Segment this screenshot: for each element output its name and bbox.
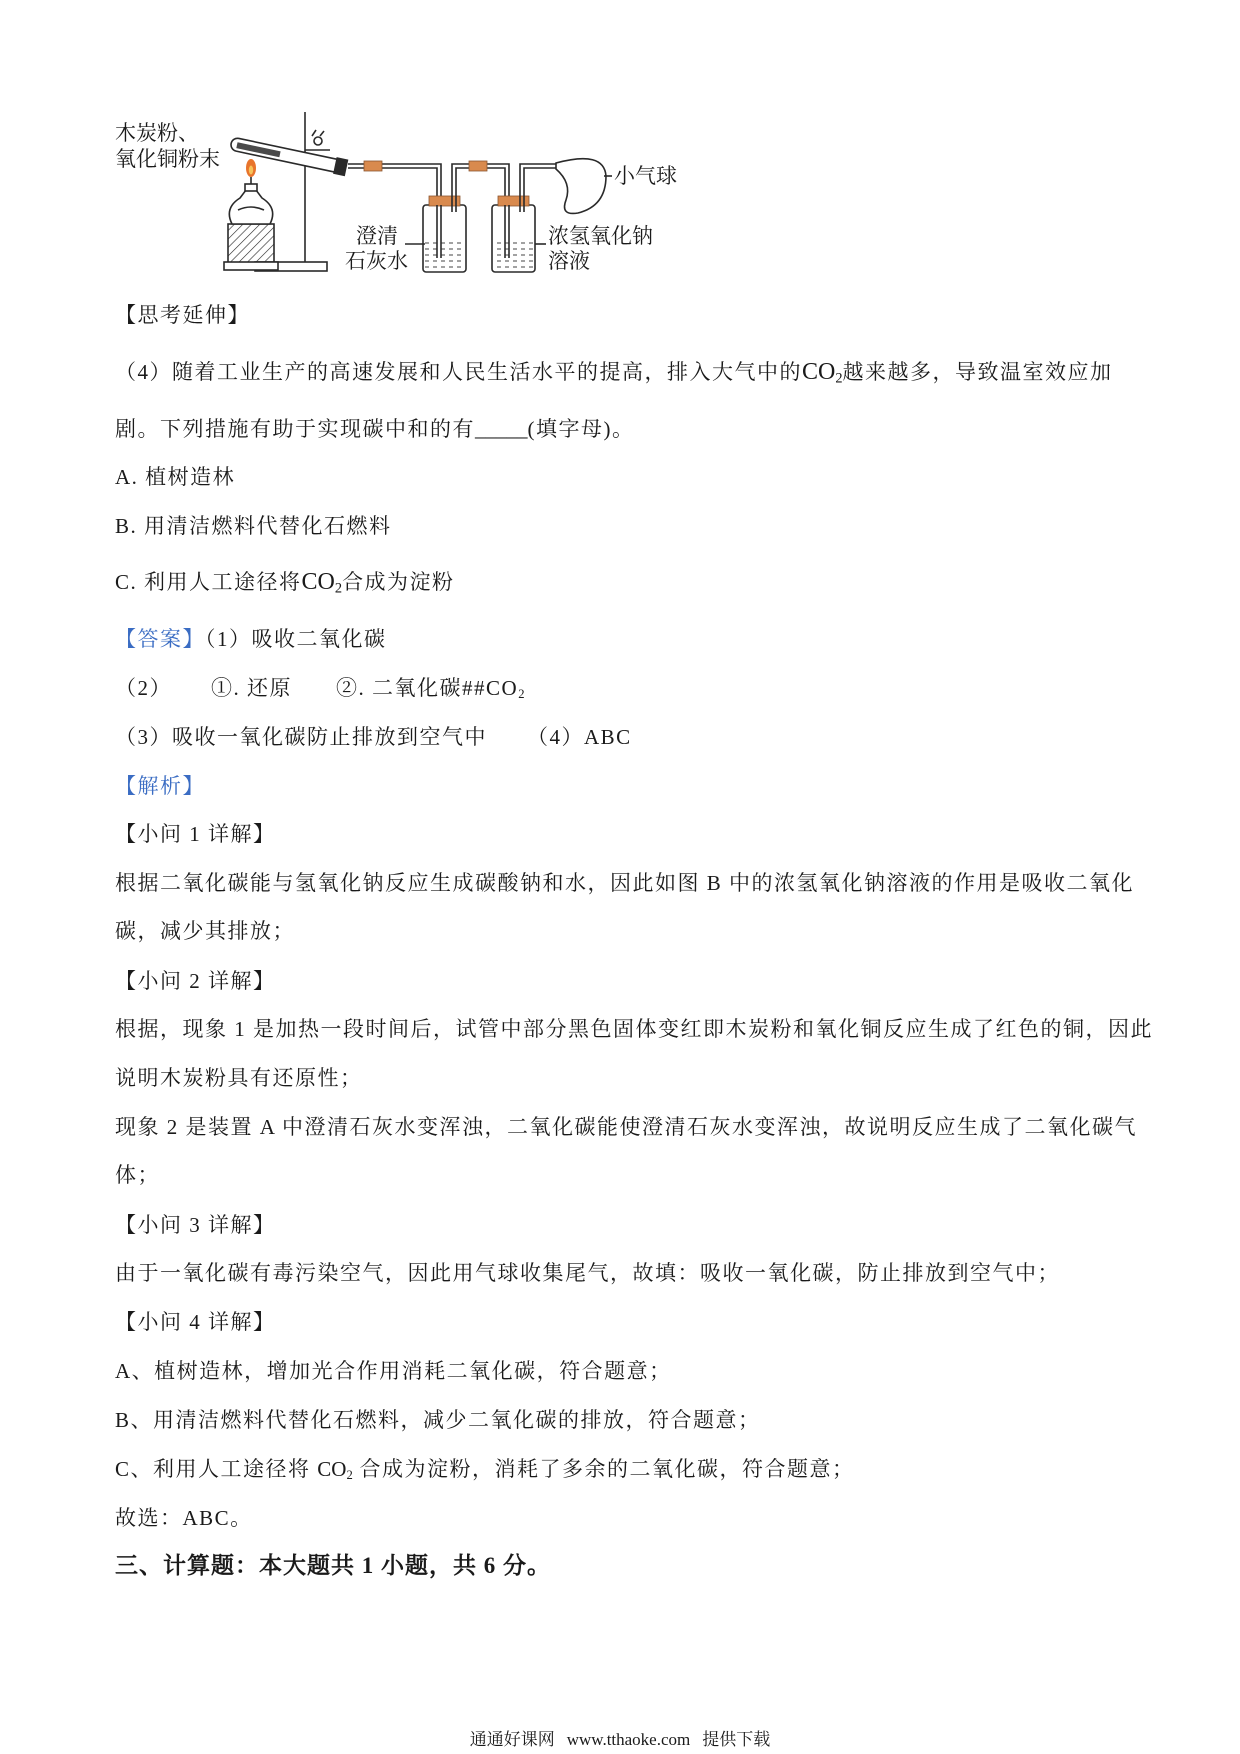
- subq-3-heading: 【小问 3 详解】: [115, 1213, 276, 1237]
- option-c-formula-main: CO: [301, 569, 335, 595]
- answer-part-2-a: ①. 还原: [211, 676, 292, 700]
- section-title-extension: 【思考延伸】: [115, 303, 250, 327]
- footer-suffix: 提供下载: [702, 1730, 771, 1749]
- q4-stem-text-3: 剧。下列措施有助于实现碳中和的有: [115, 417, 475, 441]
- label-naoh-bottom: 溶液: [548, 249, 590, 273]
- subq-3-line-1: 由于一氧化碳有毒污染空气，因此用气球收集尾气，故填：吸收一氧化碳，防止排放到空气中；: [115, 1261, 1060, 1285]
- rubber-connector-2: [469, 161, 487, 171]
- label-balloon: 小气球: [614, 164, 677, 188]
- q4-stem-text-1: （4）随着工业生产的高速发展和人民生活水平的提高，排入大气中的: [115, 360, 802, 384]
- option-c-formula: [302, 569, 343, 595]
- option-c-text-1: C. 利用人工途径将: [115, 570, 302, 594]
- balloon: [556, 159, 606, 214]
- subq-1-line-1: 根据二氧化碳能与氢氧化钠反应生成碳酸钠和水，因此如图 B 中的浓氢氧化钠溶液的作用是吸收二氧化: [115, 871, 1135, 895]
- answer-label: 【答案】: [115, 627, 205, 651]
- answer-part-2-b-text: ②. 二氧化碳##CO: [336, 676, 519, 700]
- co2-formula: [802, 359, 843, 385]
- lamp-block: [228, 224, 274, 264]
- q4-stem-text-4: (填字母)。: [527, 417, 635, 441]
- subq-2-line-4: 体；: [115, 1163, 160, 1187]
- answer-part-4: （4）ABC: [527, 725, 632, 749]
- subq-2-line-2: 说明木炭粉具有还原性；: [115, 1066, 363, 1090]
- option-c: [115, 569, 455, 595]
- analysis-label: 【解析】: [115, 774, 205, 798]
- answer-line-3: [115, 724, 632, 750]
- rubber-connector-1: [364, 161, 382, 171]
- q4-stem-line-1: [115, 359, 1113, 385]
- label-copper-oxide: 氧化铜粉末: [115, 147, 220, 171]
- option-a: A. 植树造林: [115, 465, 236, 489]
- co2-formula-sub: 2: [835, 370, 843, 387]
- answer-part-2-number: （2）: [115, 676, 172, 700]
- option-c-formula-sub: 2: [334, 580, 343, 597]
- footer-url: www.tthaoke.com: [566, 1730, 691, 1749]
- answer-blank: _____: [475, 417, 528, 441]
- section-heading-calculation: 三、计算题：本大题共 1 小题，共 6 分。: [115, 1553, 551, 1578]
- subq-4-co2-sub: 2: [346, 1468, 353, 1483]
- subq-4-line-c-text-1: C、利用人工途径将: [115, 1457, 318, 1481]
- answer-part-2-b: [336, 675, 524, 701]
- lamp-neck: [245, 184, 257, 191]
- subq-2-line-1: 根据，现象 1 是加热一段时间后，试管中部分黑色固体变红即木炭粉和氧化铜反应生成了红色的铜，因此: [115, 1017, 1153, 1041]
- subq-4-conclusion: 故选：ABC。: [115, 1506, 253, 1530]
- label-naoh-top: 浓氢氧化钠: [548, 224, 653, 248]
- stand-clamp: [305, 130, 330, 150]
- limewater-liquid: [425, 238, 464, 270]
- subq-4-co2-formula: [317, 1457, 352, 1481]
- lamp-flame-core: [249, 166, 253, 175]
- option-c-text-2: 合成为淀粉: [342, 570, 455, 594]
- option-b: B. 用清洁燃料代替化石燃料: [115, 514, 392, 538]
- q4-stem-line-2: [115, 416, 635, 442]
- q4-stem-text-2: 越来越多，导致温室效应加: [842, 360, 1113, 384]
- subq-4-line-c-text-2: 合成为淀粉，消耗了多余的二氧化碳，符合题意；: [352, 1457, 855, 1481]
- subq-4-line-b: B、用清洁燃料代替化石燃料，减少二氧化碳的排放，符合题意；: [115, 1408, 761, 1432]
- answer-line-1: [115, 626, 387, 652]
- footer-site-name: 通通好课网: [469, 1730, 555, 1749]
- subq-4-line-a: A、植树造林，增加光合作用消耗二氧化碳，符合题意；: [115, 1359, 672, 1383]
- subq-4-heading: 【小问 4 详解】: [115, 1310, 276, 1334]
- page-footer: [0, 1730, 1240, 1750]
- answer-part-1: （1）吸收二氧化碳: [205, 627, 387, 651]
- subq-2-line-3: 现象 2 是装置 A 中澄清石灰水变浑浊，二氧化碳能使澄清石灰水变浑浊，故说明反应生成了二氧化碳气: [115, 1115, 1138, 1139]
- label-limewater-bottom: 石灰水: [345, 249, 408, 273]
- co2-formula-main: CO: [802, 359, 836, 385]
- answer-part-3: （3）吸收一氧化碳防止排放到空气中: [115, 725, 487, 749]
- answer-part-2-b-sub: 2: [518, 687, 525, 702]
- subq-2-heading: 【小问 2 详解】: [115, 969, 276, 993]
- subq-4-co2-main: CO: [317, 1457, 347, 1481]
- label-charcoal: 木炭粉、: [115, 121, 199, 145]
- naoh-liquid: [494, 238, 533, 270]
- subq-1-heading: 【小问 1 详解】: [115, 822, 276, 846]
- subq-1-line-2: 碳，减少其排放；: [115, 919, 295, 943]
- subq-4-line-c: [115, 1456, 855, 1482]
- label-limewater-top: 澄清: [356, 224, 398, 248]
- apparatus-diagram: [0, 0, 720, 290]
- answer-line-2: [115, 675, 525, 702]
- lamp-block-base: [224, 262, 278, 270]
